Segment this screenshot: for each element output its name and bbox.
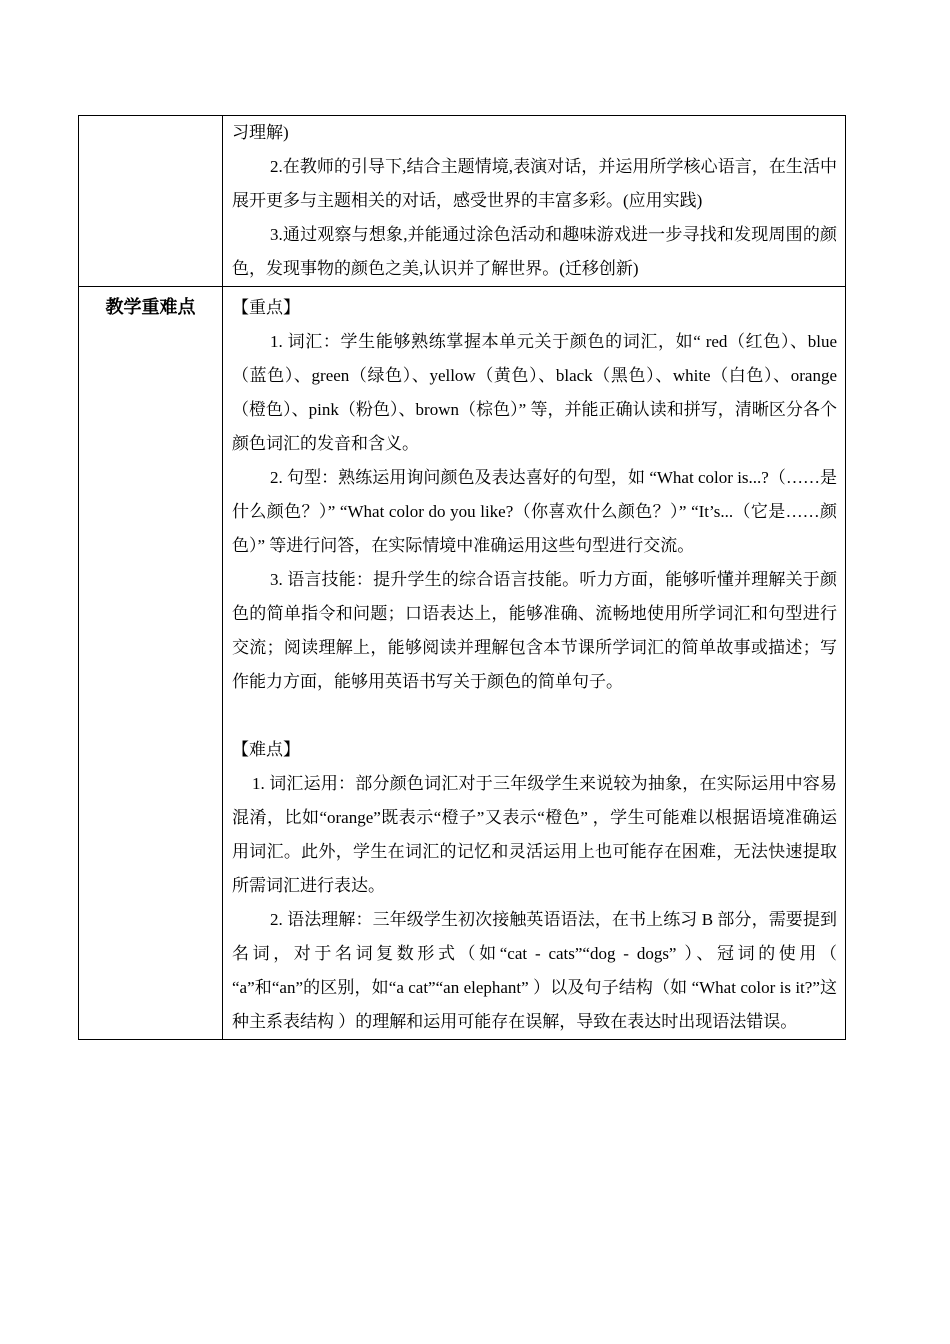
- objective-paragraph-3: 3.通过观察与想象,并能通过涂色活动和趣味游戏进一步寻找和发现周围的颜色，发现事物的颜色之美,认识并了解世界。(迁移创新): [232, 225, 837, 278]
- lesson-plan-table: [78, 115, 846, 1040]
- key-point-vocabulary: 1. 词汇：学生能够熟练掌握本单元关于颜色的词汇，如“ red（红色）、blue（蓝色）、green（绿色）、yellow（黄色）、black（黑色）、white（白色）、orange（橙色）、pink（粉色）、brown（棕色）” 等，并能正确认读和拼写，清晰区分各个颜色词汇的发音和含义。: [232, 332, 837, 453]
- objectives-content-cell: [223, 116, 846, 287]
- difficult-points-heading: 【难点】: [232, 740, 300, 759]
- key-point-language-skills: 3. 语言技能：提升学生的综合语言技能。听力方面，能够听懂并理解关于颜色的简单指令和问题；口语表达上，能够准确、流畅地使用所学词汇和句型进行交流；阅读理解上，能够阅读并理解包含本节课所学词汇的简单故事或描述；写作能力方面，能够用英语书写关于颜色的简单句子。: [232, 570, 837, 691]
- key-point-sentence-patterns: 2. 句型：熟练运用询问颜色及表达喜好的句型，如 “What color is...?（……是什么颜色？）” “What color do you like?（你喜欢什么颜色？）” “It’s...（它是……颜色）” 等进行问答，在实际情境中准确运用这些句型进行交流。: [232, 468, 837, 555]
- key-difficult-points-content-cell: [223, 287, 846, 1040]
- difficult-point-grammar: 2. 语法理解：三年级学生初次接触英语语法，在书上练习 B 部分，需要提到名词，对于名词复数形式（如“cat - cats”“dog - dogs” ）、冠词的使用（ “a”和“an”的区别，如“a cat”“an elephant” ）以及句子结构（如 “What color is it?”这种主系表结构 ）的理解和运用可能存在误解，导致在表达时出现语法错误。: [232, 910, 837, 1031]
- objective-paragraph-2: 2.在教师的引导下,结合主题情境,表演对话，并运用所学核心语言，在生活中展开更多与主题相关的对话，感受世界的丰富多彩。(应用实践): [232, 157, 837, 210]
- objective-paragraph-continued: 习理解): [232, 123, 289, 142]
- difficult-point-vocabulary-usage: 1. 词汇运用：部分颜色词汇对于三年级学生来说较为抽象，在实际运用中容易混淆，比如“orange”既表示“橙子”又表示“橙色” ，学生可能难以根据语境准确运用词汇。此外，学生在词汇的记忆和灵活运用上也可能存在困难，无法快速提取所需词汇进行表达。: [232, 774, 837, 895]
- objectives-row: [79, 116, 846, 287]
- objectives-label-cell: [79, 116, 223, 287]
- key-difficult-points-label: 教学重难点: [79, 287, 223, 1040]
- key-points-heading: 【重点】: [232, 298, 300, 317]
- key-difficult-points-row: [79, 287, 846, 1040]
